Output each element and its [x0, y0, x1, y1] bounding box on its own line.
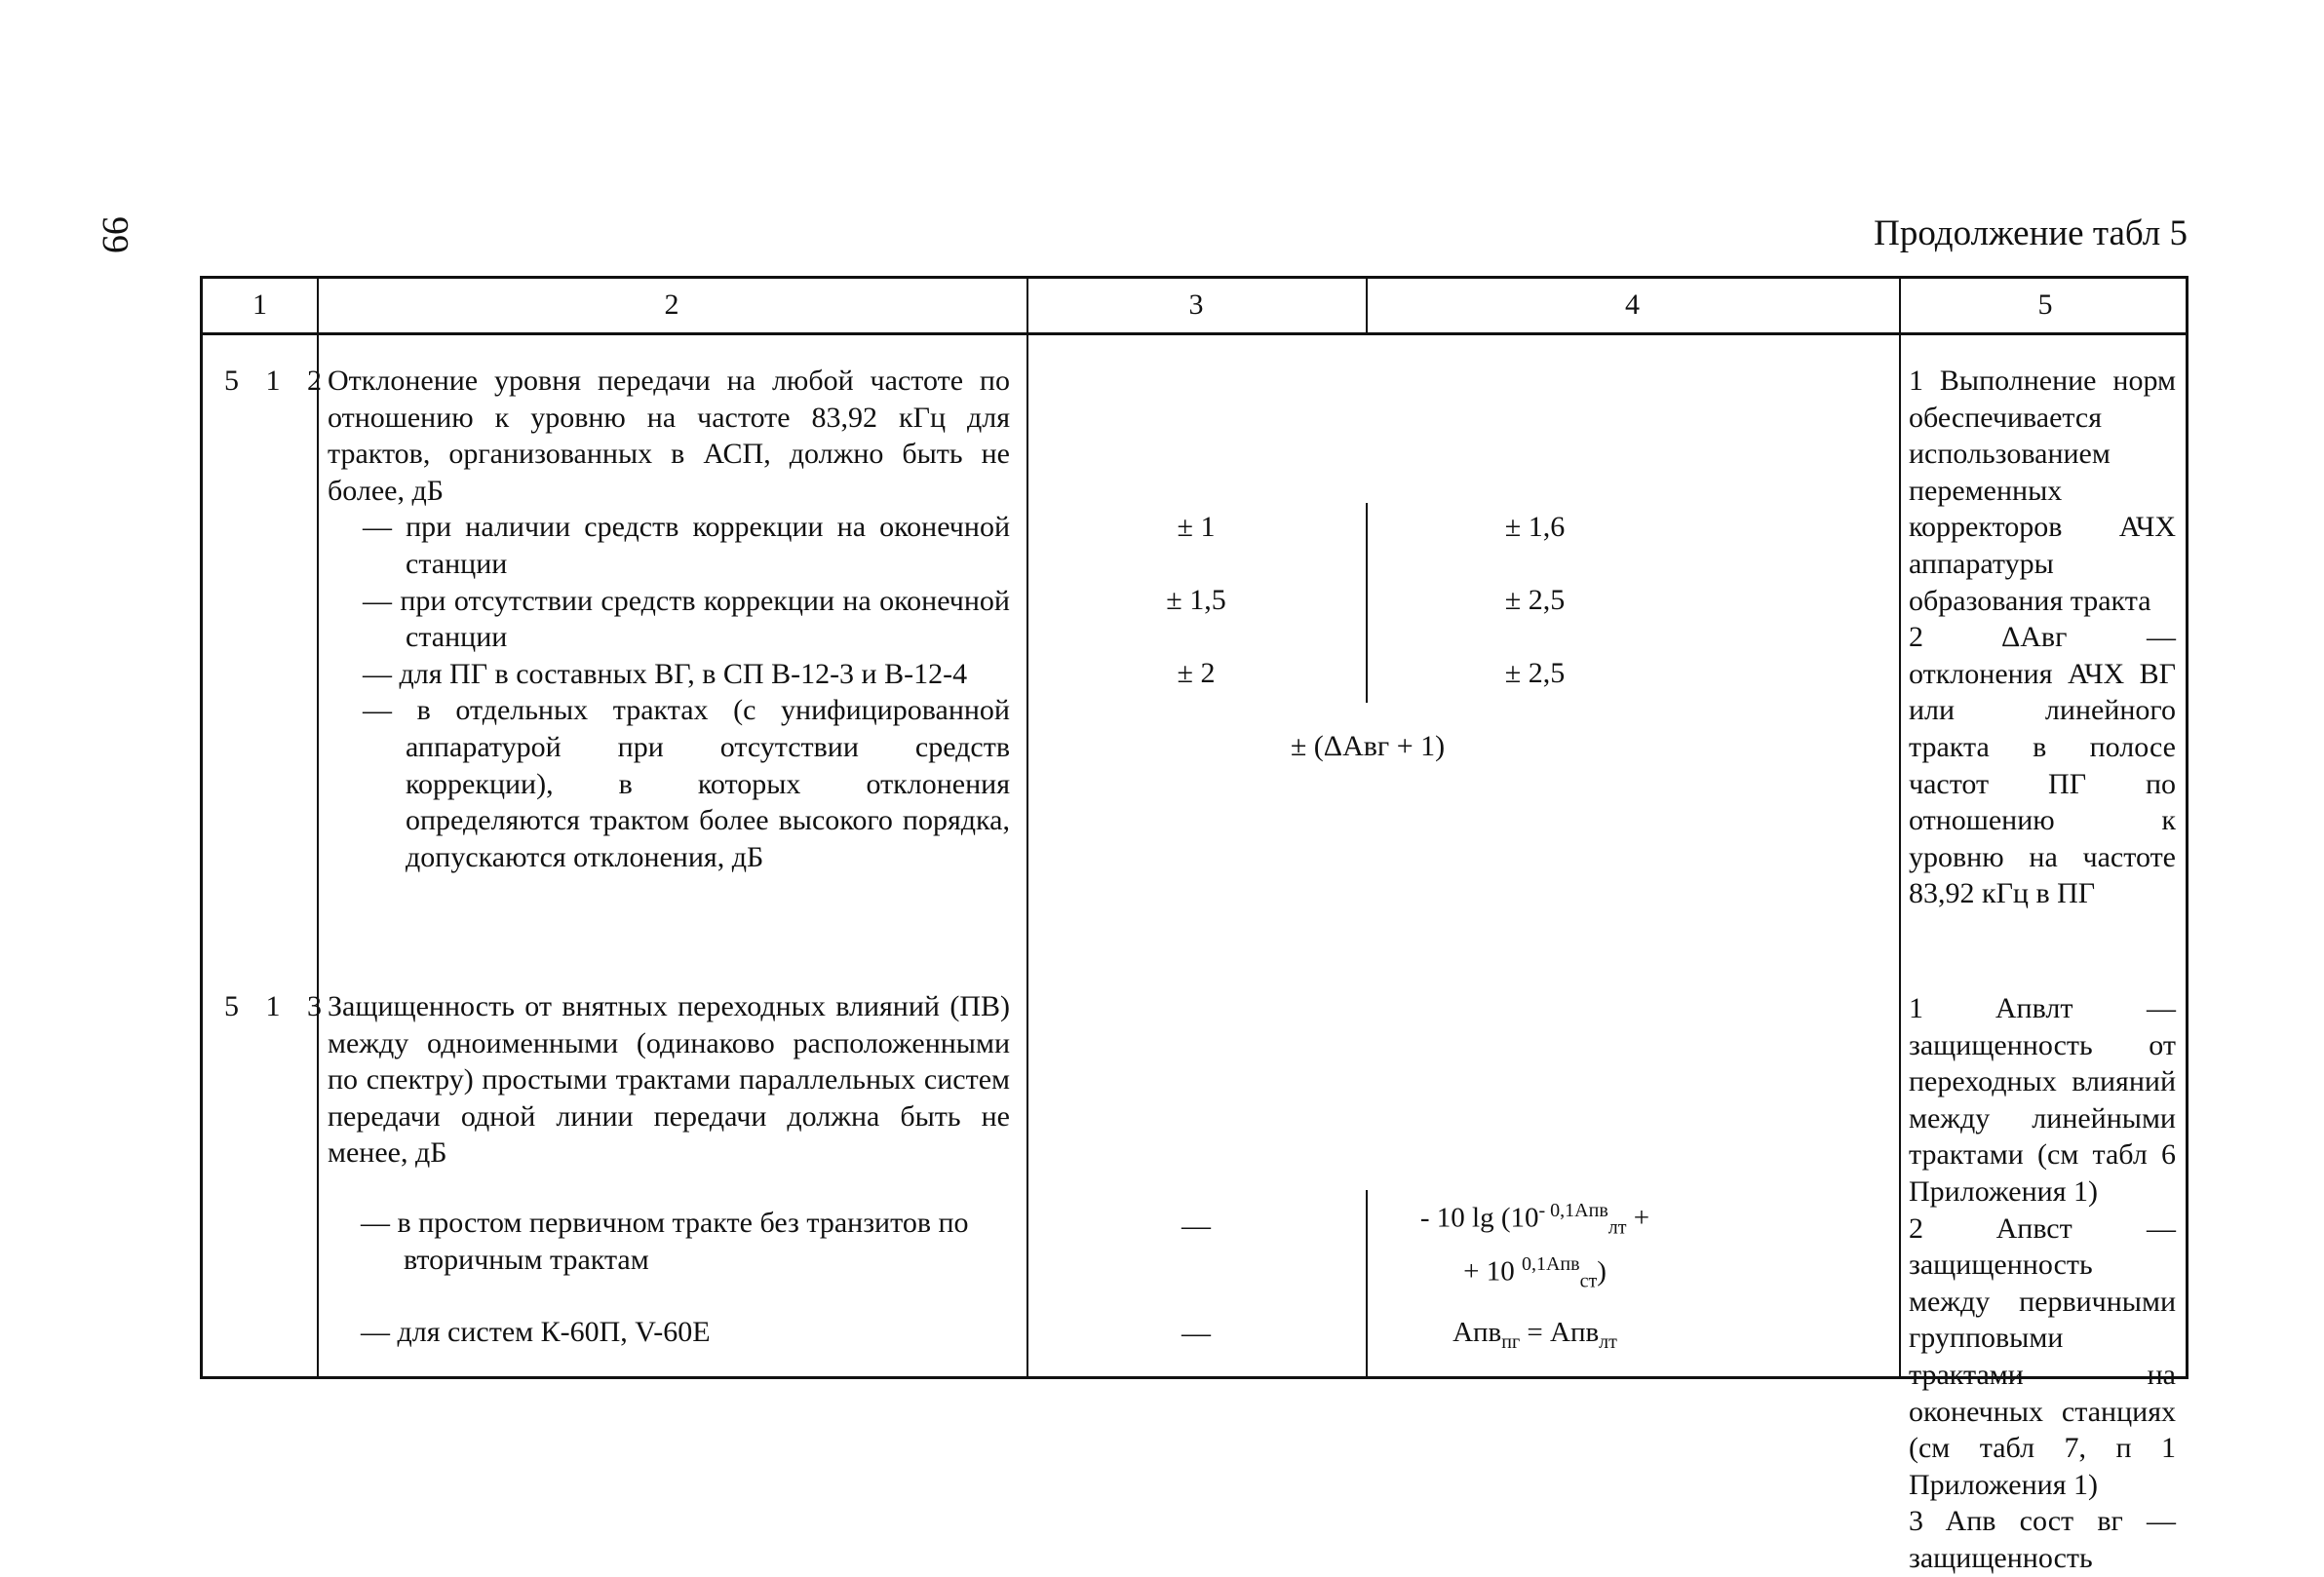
col-divider [1899, 279, 1901, 1376]
formula-text: ) [1597, 1255, 1607, 1288]
note-item: 1 Выполнение норм обеспечивается использованием переменных корректоров АЧХ аппаратуры образования тракта [1909, 365, 2176, 617]
list-item: — при отсутствии средств коррекции на оконечной станции [363, 584, 1010, 654]
data-table [200, 276, 2188, 1574]
list-item: — в простом первичном тракте без транзитов по вторичным трактам [361, 1207, 969, 1276]
value-cell: ± 1,5 [1166, 584, 1226, 616]
note-item: 1 Aпвлт — защищенность от переходных влияний между линейными трактами (см табл 6 Приложения 1) [1909, 992, 2176, 1208]
value-cell: ± 2,5 [1504, 584, 1566, 616]
combined-value-cell: ± (ΔAвг + 1) [1290, 730, 1446, 762]
header-col-2: 2 [664, 288, 679, 321]
notes-cell [1909, 363, 2176, 912]
row-list [328, 1205, 1010, 1278]
formula-text: + 10 [1463, 1255, 1515, 1288]
formula-text: = Aпв [1520, 1317, 1600, 1348]
formula-exponent: 0,1Aпв [1521, 1253, 1580, 1275]
row-number: 5 1 3 [224, 990, 331, 1022]
list-item: — при наличии средств коррекции на оконечной станции [363, 511, 1010, 580]
value-cell: ± 2,5 [1504, 657, 1566, 689]
list-item: — для ПГ в составных ВГ, в СП В-12-3 и В-12-4 [363, 657, 968, 690]
header-col-5: 5 [2037, 288, 2053, 321]
formula-line-2 [1366, 1253, 1704, 1292]
list-item: — для систем К-60П, V-60Е [361, 1316, 711, 1348]
value-cell: ± 2 [1177, 657, 1216, 689]
value-cell: — [1181, 1317, 1211, 1349]
col-divider [317, 279, 319, 1376]
header-col-1: 1 [252, 288, 267, 321]
row-desc-text: Отклонение уровня передачи на любой частоте по отношению к уровню на частоте 83,92 кГц для трактов, организованных в АСП, должно быть не более, дБ [328, 365, 1010, 507]
formula-text: - 10 lg (10 [1419, 1202, 1539, 1234]
value-cell: — [1181, 1210, 1211, 1242]
row-desc-text: Защищенность от внятных переходных влияний (ПВ) между одноименными (одинаково расположенными по спектру) простыми трактами параллельных систем передачи одной линии передачи должна быть не менее, дБ [328, 990, 1010, 1170]
formula-subscript: ст [1579, 1270, 1598, 1292]
table-caption: Продолжение табл 5 [1874, 213, 2188, 253]
formula-subscript: пг [1501, 1330, 1521, 1353]
formula-subscript: лт [1599, 1330, 1617, 1353]
row-number: 5 1 2 [224, 365, 331, 397]
formula-text: Aпв [1452, 1317, 1502, 1348]
row-description [328, 363, 1010, 875]
row-description [328, 988, 1010, 1172]
list-item: — в отдельных трактах (с унифицированной аппаратурой при отсутствии средств коррекции), в которых отклонения определяются трактом более высокого порядка, допускаются отклонения, дБ [363, 694, 1010, 873]
formula-exponent: - 0,1Aпв [1538, 1200, 1608, 1221]
header-divider [203, 332, 2186, 335]
note-item: 2 ΔAвг — отклонения АЧХ ВГ или линейного тракта в полосе частот ПГ по отношению к уровню на частоте 83,92 кГц в ПГ [1909, 621, 2176, 910]
note-item: 3 Aпв сост вг — защищенность [1909, 1505, 2176, 1574]
formula-line-1 [1366, 1200, 1704, 1239]
value-cell: ± 1,6 [1504, 511, 1566, 543]
formula-subscript: лт [1607, 1216, 1627, 1239]
formula-text: + [1626, 1202, 1650, 1234]
note-item: 2 Aпвст — защищенность между первичными групповыми трактами на оконечных станциях (см табл 7, п 1 Приложения 1) [1909, 1212, 2176, 1501]
header-col-3: 3 [1188, 288, 1204, 321]
value-cell: ± 1 [1177, 511, 1216, 543]
header-col-4: 4 [1625, 288, 1640, 321]
page-number: 99 [95, 216, 136, 253]
equation-cell [1366, 1317, 1704, 1354]
row-list [328, 1314, 1010, 1351]
notes-cell [1909, 990, 2176, 1577]
